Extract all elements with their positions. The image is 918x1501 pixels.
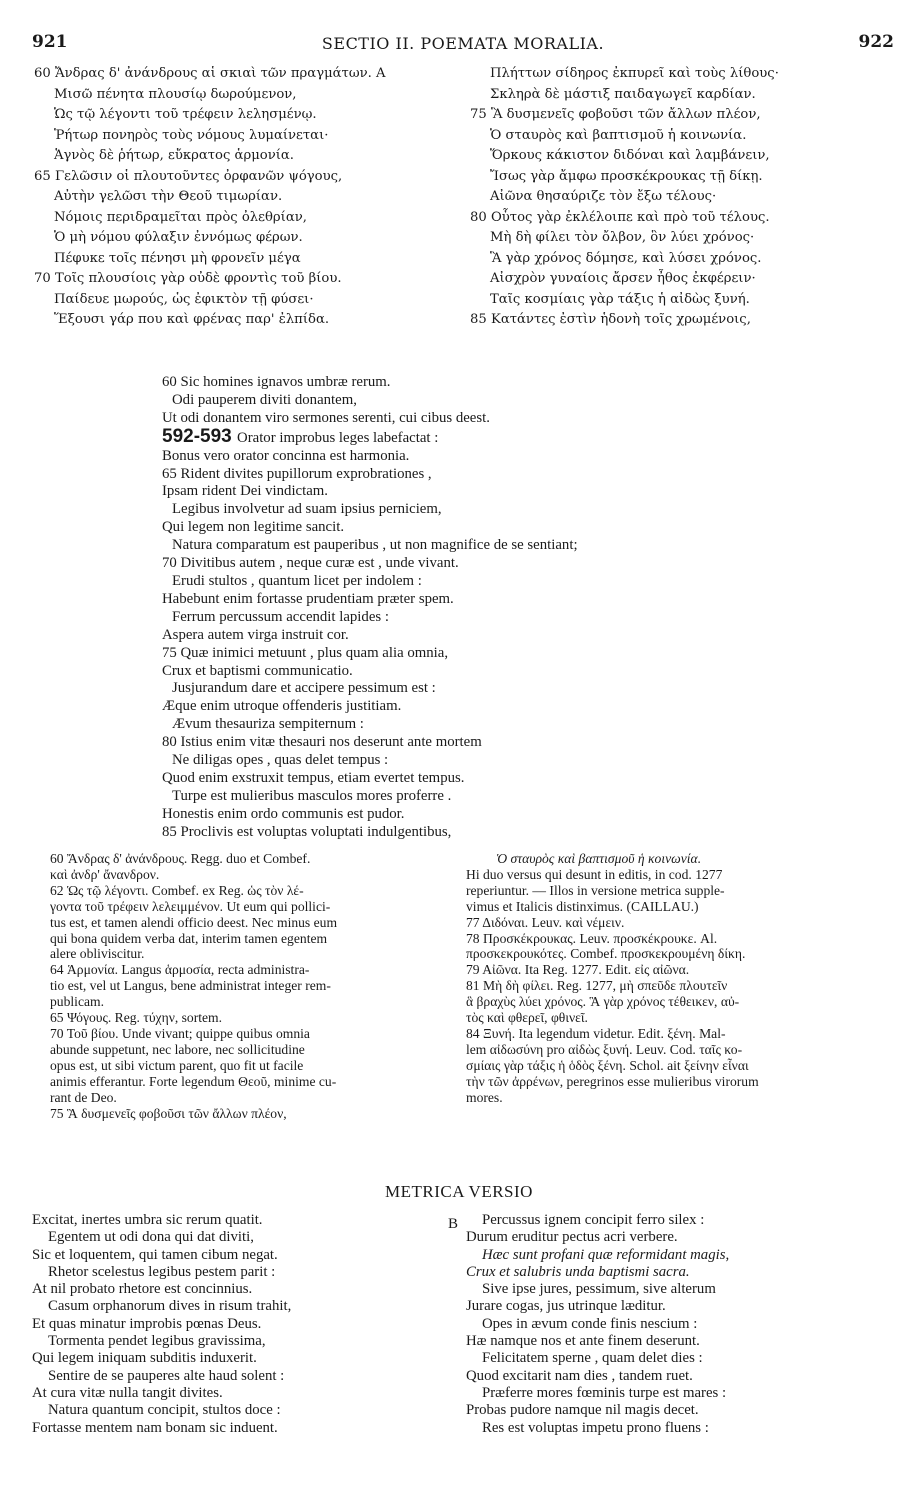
metrica-verse-line: Sive ipse jures, pessimum, sive alterum xyxy=(482,1281,716,1298)
greek-verse-line: Ἃ γὰρ χρόνος δόμησε, καὶ λύσει χρόνος. xyxy=(490,250,762,266)
latin-verse-line: Quod enim exstruxit tempus, etiam evertet tempus. xyxy=(162,769,465,786)
greek-verse-line: Νόμοις περιδραμεῖται πρὸς ὀλεθρίαν, xyxy=(54,209,307,225)
metrica-verse-line: Sentire de se pauperes alte haud solent : xyxy=(48,1367,285,1384)
page-header xyxy=(32,32,894,56)
latin-verse-line: Legibus involvetur ad suam ipsius perniciem, xyxy=(172,501,442,518)
running-title: SECTIO II. POEMATA MORALIA. xyxy=(321,34,605,53)
metrica-verse-line: Fortasse mentem nam bonam sic induent. xyxy=(32,1419,278,1436)
metrica-verse-line: Quod excitarit nam dies , tandem ruet. xyxy=(466,1367,693,1384)
greek-verse-line: Αὐτὴν γελῶσι τὴν Θεοῦ τιμωρίαν. xyxy=(54,189,283,204)
latin-verse-line xyxy=(162,428,862,448)
metrica-versio-heading: METRICA VERSIO xyxy=(385,1182,533,1201)
footnotes-right-column xyxy=(466,851,906,1106)
greek-verse-line: Ῥήτωρ πονηρὸς τοὺς νόμους λυμαίνεται· xyxy=(54,127,329,143)
metrica-verse-line: Hæ namque nos et ante finem deserunt. xyxy=(466,1333,700,1350)
metrica-verse-line: Natura quantum concipit, stultos doce : xyxy=(48,1402,281,1419)
footnotes-left-column xyxy=(50,851,460,1121)
footnote-line: 60 Ἄνδρας δ' ἀνάνδρους. Regg. duo et Combef. xyxy=(50,851,311,866)
metrica-verse-line: Crux et salubris unda baptismi sacra. xyxy=(466,1263,690,1280)
greek-verse-line: Ὁ σταυρὸς καὶ βαπτισμοῦ ἡ κοινωνία. xyxy=(490,127,747,143)
latin-verse-line: Ævum thesauriza sempiternum : xyxy=(172,716,364,733)
greek-verse-line: Ταῖς κοσμίαις γὰρ τάξις ἡ αἰδὼς ξυνή. xyxy=(490,291,750,307)
greek-verse-line: 65 Γελῶσιν οἱ πλουτοῦντες ὀρφανῶν ψόγους, xyxy=(34,168,343,184)
greek-verse-line: 80 Οὗτος γὰρ ἐκλέλοιπε καὶ πρὸ τοῦ τέλους. xyxy=(470,209,770,225)
footnote-line: 75 Ἃ δυσμενεῖς φοβοῦσι τῶν ἄλλων πλέον, xyxy=(50,1105,287,1121)
latin-verse-line: Ferrum percussum accendit lapides : xyxy=(172,608,389,625)
metrica-verse-line: Tormenta pendet legibus gravissima, xyxy=(48,1333,266,1350)
footnote-line: 70 Τοῦ βίου. Unde vivant; quippe quibus omnia xyxy=(50,1025,310,1041)
latin-verse-line: Qui legem non legitime sancit. xyxy=(162,519,345,536)
latin-verse-line: Æque enim utroque offenderis justitiam. xyxy=(162,698,402,715)
footnote-line: 65 Ψόγους. Reg. τύχην, sortem. xyxy=(50,1010,223,1026)
metrica-verse-line: Durum eruditur pectus acri verbere. xyxy=(466,1229,678,1246)
footnote-line: 64 Ἁρμονία. Langus ἁρμοσία, recta administra- xyxy=(50,962,310,978)
greek-verse-line: Ὡς τῷ λέγοντι τοῦ τρέφειν λελησμένῳ. xyxy=(54,107,317,122)
latin-verse-line: Natura comparatum est pauperibus , ut non magnifice de se sentiant; xyxy=(172,537,578,554)
metrica-verse-line: Qui legem iniquam subditis induxerit. xyxy=(32,1350,257,1367)
column-marker-b: B xyxy=(448,1216,459,1232)
metrica-verse-line: Casum orphanorum dives in risum trahit, xyxy=(48,1298,292,1315)
latin-verse-line: 60 Sic homines ignavos umbræ rerum. xyxy=(162,374,391,390)
greek-verse-line: 60 Ἄνδρας δ' ἀνάνδρους αἱ σκιαὶ τῶν πραγμάτων. A xyxy=(34,66,386,81)
footnote-line: vimus et Italicis distinximus. (CAILLAU.) xyxy=(466,898,699,914)
greek-verse-line: Ἁγνὸς δὲ ῥήτωρ, εὔκρατος ἁρμονία. xyxy=(54,148,295,163)
metrica-verse-line: Rhetor scelestus legibus pestem parit : xyxy=(48,1263,276,1280)
greek-verse-line: 85 Κατάντες ἐστὶν ἡδονὴ τοῖς χρωμένοις, xyxy=(470,312,751,327)
latin-verse-text: Orator improbus leges labefactat : xyxy=(237,429,439,446)
latin-verse-line: Erudi stultos , quantum licet per indolem : xyxy=(172,572,422,589)
greek-verse-line: 75 Ἃ δυσμενεῖς φοβοῦσι τῶν ἄλλων πλέον, xyxy=(470,107,761,122)
footnote-line: Hi duo versus qui desunt in editis, in cod. 1277 xyxy=(466,866,723,882)
metrica-verse-line: Res est voluptas impetu prono fluens : xyxy=(482,1419,709,1436)
greek-verse-line: Σκληρὰ δὲ μάστιξ παιδαγωγεῖ καρδίαν. xyxy=(490,86,756,102)
footnote-line: γοντα τοῦ τρέφειν λελειμμένον. Ut eum qui pollici- xyxy=(50,898,331,914)
footnote-line: animis efferantur. Forte legendum Θεοῦ, minime cu- xyxy=(50,1073,337,1089)
metrica-right-column xyxy=(466,1212,906,1437)
footnote-line: lem αἰδωσύνη pro αἰδὼς ξυνή. Leuv. Cod. ταῖς κο- xyxy=(466,1041,743,1057)
latin-verse-line: Bonus vero orator concinna est harmonia. xyxy=(162,447,410,464)
greek-verse-line: 70 Τοῖς πλουσίοις γὰρ οὐδὲ φροντὶς τοῦ βίου. xyxy=(34,271,342,286)
footnote-line: 84 Ξυνή. Ita legendum videtur. Edit. ξένη. Mal- xyxy=(466,1025,726,1041)
metrica-verse-line: Sic et loquentem, qui tamen cibum negat. xyxy=(32,1246,278,1263)
latin-verse-line: 80 Istius enim vitæ thesauri nos deserunt ante mortem xyxy=(162,734,482,751)
latin-verse-line: Honestis enim ordo communis est pudor. xyxy=(162,805,405,822)
right-page-number: 922 xyxy=(858,32,894,52)
footnote-line: 77 Διδόναι. Leuv. καὶ νέμειν. xyxy=(466,914,625,930)
metrica-verse-line: Opes in ævum conde finis nescium : xyxy=(482,1315,698,1332)
footnote-line: τὸς καὶ φθερεῖ, φθινεῖ. xyxy=(466,1010,588,1026)
footnote-line: Ὁ σταυρὸς καὶ βαπτισμοῦ ἡ κοινωνία. xyxy=(496,851,702,866)
latin-verse-line: Turpe est mulieribus masculos mores proferre . xyxy=(172,787,452,804)
footnote-line: mores. xyxy=(466,1089,503,1105)
footnote-line: rant de Deo. xyxy=(50,1089,117,1105)
metrica-verse-line: Excitat, inertes umbra sic rerum quatit. xyxy=(32,1212,263,1228)
latin-verse-line: Ut odi donantem viro sermones serenti, cui cibus deest. xyxy=(162,409,490,426)
left-page-number: 921 xyxy=(32,32,68,52)
footnote-line: 78 Προσκέκρουκας. Leuv. προσκέκρουκε. Al. xyxy=(466,930,718,946)
latin-verse-line: Ne diligas opes , quas delet tempus : xyxy=(172,752,389,769)
metrica-verse-line: At nil probato rhetore est concinnius. xyxy=(32,1281,253,1298)
greek-verse-line: Αἰσχρὸν γυναίοις ἄρσεν ἦθος ἐκφέρειν· xyxy=(490,271,756,286)
metrica-verse-line: Felicitatem sperne , quam delet dies : xyxy=(482,1350,703,1367)
greek-verse-line: Μισῶ πένητα πλουσίῳ δωρούμενον, xyxy=(54,86,297,102)
footnote-line: προσκεκρουκότες. Combef. προσκεκρουμένη δίκη. xyxy=(466,946,746,962)
greek-verse-line: Μὴ δὴ φίλει τὸν ὄλβον, ὃν λύει χρόνος· xyxy=(490,230,755,245)
footnote-line: τὴν τῶν ἀρρένων, peregrinos esse mulieribus virorum xyxy=(466,1073,759,1089)
latin-verse-line: 75 Quæ inimici metuunt , plus quam alia omnia, xyxy=(162,644,449,661)
greek-verse-line: Αἰῶνα θησαύριζε τὸν ἔξω τέλους· xyxy=(490,189,717,204)
metrica-verse-line: Percussus ignem concipit ferro silex : xyxy=(482,1212,705,1228)
metrica-left-column xyxy=(32,1212,442,1437)
latin-verse-line: Habebunt enim fortasse prudentiam præter spem. xyxy=(162,590,454,607)
footnote-line: abunde suppetunt, nec labore, nec sollicitudine xyxy=(50,1041,305,1057)
latin-verse-line: Aspera autem virga instruit cor. xyxy=(162,626,349,643)
footnote-line: tio est, vel ut Langus, bene administrat integer rem- xyxy=(50,978,331,994)
metrica-verse-line: Præferre mores fœminis turpe est mares : xyxy=(482,1384,727,1401)
latin-verse-line: Odi pauperem diviti donantem, xyxy=(172,391,357,408)
greek-verse-line: Παίδευε μωρούς, ὡς ἐφικτὸν τῇ φύσει· xyxy=(54,291,314,307)
greek-verse-line: Πλήττων σίδηρος ἐκπυρεῖ καὶ τοὺς λίθους· xyxy=(490,66,779,81)
footnote-line: tus est, et tamen alendi officio deest. Nec minus eum xyxy=(50,914,338,930)
footnote-line: σμίαις γὰρ τάξις ἡ ὁδὸς ξένη. Schol. ait ξείνην εἶναι xyxy=(466,1057,749,1073)
latin-verse-line: Jusjurandum dare et accipere pessimum est : xyxy=(172,680,436,697)
greek-verse-line: Ὁ μὴ νόμου φύλαξιν ἐννόμως φέρων. xyxy=(54,230,303,245)
latin-verse-line: Crux et baptismi communicatio. xyxy=(162,662,353,679)
greek-verse-line: Πέφυκε τοῖς πένησι μὴ φρονεῖν μέγα xyxy=(54,250,301,266)
metrica-verse-line: At cura vitæ nulla tangit divites. xyxy=(32,1384,223,1401)
metrica-verse-line: Et quas minatur improbis pœnas Deus. xyxy=(32,1315,262,1332)
footnote-line: opus est, ut sibi victum parent, quo fit ut facile xyxy=(50,1057,304,1073)
footnote-line: ἃ βραχὺς λύει χρόνος. Ἃ γὰρ χρόνος τέθεικεν, αὐ- xyxy=(466,994,740,1010)
metrica-verse-line: Hæc sunt profani quæ reformidant magis, xyxy=(482,1246,730,1263)
latin-verse-line: 65 Rident divites pupillorum exprobrationes , xyxy=(162,465,432,482)
greek-text-left-column xyxy=(34,64,472,331)
latin-verse-line: 70 Divitibus autem , neque curæ est , unde vivant. xyxy=(162,555,459,572)
footnote-line: καὶ ἀνδρ' ἄνανδρον. xyxy=(50,866,160,882)
footnote-line: 81 Μὴ δὴ φίλει. Reg. 1277, μὴ σπεῦδε πλουτεῖν xyxy=(466,978,728,994)
latin-verse-line: 85 Proclivis est voluptas voluptati indulgentibus, xyxy=(162,823,452,840)
greek-verse-line: Ἴσως γὰρ ἄμφω προσκέκρουκας τῇ δίκῃ. xyxy=(490,168,763,184)
greek-verse-line: Ἕξουσι γάρ που καὶ φρένας παρ' ἐλπίδα. xyxy=(54,312,330,327)
metrica-verse-line: Probas pudore namque nil magis decet. xyxy=(466,1402,699,1419)
metrica-verse-line: Jurare cogas, jus utrinque læditur. xyxy=(466,1298,666,1315)
metrica-verse-line: Egentem ut odi dona qui dat diviti, xyxy=(48,1229,254,1246)
latin-translation xyxy=(162,374,862,842)
footnote-line: reperiuntur. — Illos in versione metrica supple- xyxy=(466,882,725,898)
footnote-line: alere obliviscitur. xyxy=(50,946,145,962)
footnote-line: 62 Ὡς τῷ λέγοντι. Combef. ex Reg. ὡς τὸν λέ- xyxy=(50,882,304,898)
latin-verse-line: Ipsam rident Dei vindictam. xyxy=(162,483,329,500)
footnote-line: publicam. xyxy=(50,994,104,1010)
greek-verse-line: Ὅρκους κάκιστον διδόναι καὶ λαμβάνειν, xyxy=(490,148,770,163)
footnote-line: qui bona quidem verba dat, interim tamen egentem xyxy=(50,930,328,946)
column-number-marker: 592-593 xyxy=(162,427,238,447)
greek-text-right-column xyxy=(470,64,912,331)
footnote-line: 79 Αἰῶνα. Ita Reg. 1277. Edit. εἰς αἰῶνα. xyxy=(466,962,690,978)
